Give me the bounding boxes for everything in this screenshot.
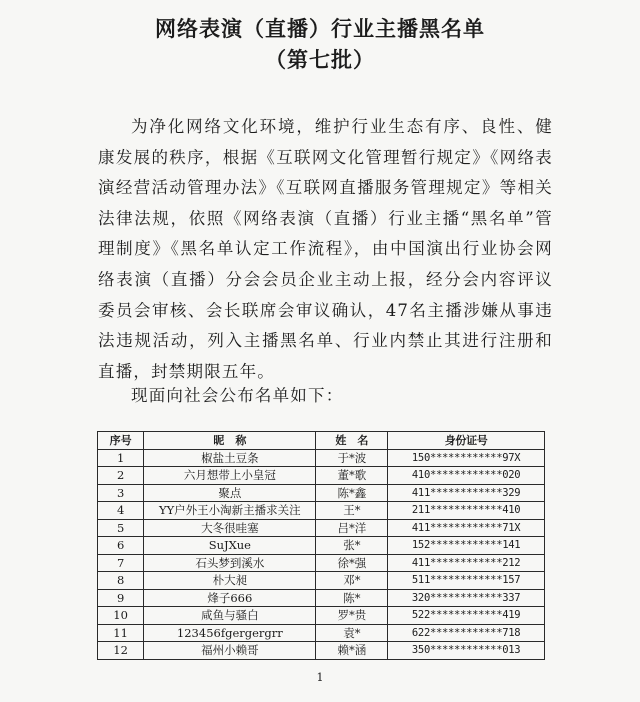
row-name: 罗*贵 [316,607,388,625]
row-id-number: 411************212 [388,554,545,572]
row-seq: 11 [98,624,144,642]
row-id-number: 622************718 [388,624,545,642]
row-seq: 2 [98,467,144,485]
row-id-number: 522************419 [388,607,545,625]
table-header-row [98,432,545,450]
page-number: 1 [316,671,324,684]
row-nickname: 朴大昶 [144,572,316,590]
row-name: 徐*强 [316,554,388,572]
row-name: 陈*鑫 [316,484,388,502]
table-row [98,554,545,572]
row-id-number: 411************329 [388,484,545,502]
header-name: 姓 名 [316,432,388,450]
header-id-number: 身份证号 [388,432,545,450]
row-seq: 8 [98,572,144,590]
row-name: 于*波 [316,449,388,467]
row-id-number: 511************157 [388,572,545,590]
row-nickname: 烽子666 [144,589,316,607]
row-id-number: 152************141 [388,537,545,555]
header-seq: 序号 [98,432,144,450]
row-name: 董*歌 [316,467,388,485]
table-body [98,449,545,659]
row-id-number: 320************337 [388,589,545,607]
row-nickname: YY户外王小淘新主播求关注 [144,502,316,520]
row-id-number: 411************71X [388,519,545,537]
row-name: 邓* [316,572,388,590]
table-row [98,519,545,537]
table-row [98,642,545,660]
table-row [98,572,545,590]
table-row [98,449,545,467]
row-name: 袁* [316,624,388,642]
row-id-number: 150************97X [388,449,545,467]
table-row [98,484,545,502]
table-row [98,624,545,642]
row-seq: 9 [98,589,144,607]
row-id-number: 350************013 [388,642,545,660]
row-name: 陈* [316,589,388,607]
row-nickname: 石头梦到溪水 [144,554,316,572]
table-row [98,589,545,607]
row-id-number: 211************410 [388,502,545,520]
intro-paragraph-text: 为净化网络文化环境，维护行业生态有序、良性、健康发展的秩序，根据《互联网文化管理暂行规定》《网络表演经营活动管理办法》《互联网直播服务管理规定》等相关法律法规，依照《网络表演（直播）行业主播“黑名单”管理制度》《黑名单认定工作流程》，由中国演出行业协会网络表演（直播）分会会员企业主动上报，经分会内容评议委员会审核、会长联席会审议确认，47名主播涉嫌从事违法违规活动，列入主播黑名单、行业内禁止其进行注册和直播，封禁期限五年。 [98,117,553,381]
intro-paragraph [98,112,553,387]
row-name: 王* [316,502,388,520]
blacklist-table [97,431,545,660]
row-nickname: 椒盐土豆条 [144,449,316,467]
header-nickname: 昵 称 [144,432,316,450]
row-seq: 1 [98,449,144,467]
row-nickname: 福州小赖哥 [144,642,316,660]
table-row [98,502,545,520]
row-id-number: 410************020 [388,467,545,485]
row-seq: 4 [98,502,144,520]
row-nickname: 123456fgergergrr [144,624,316,642]
row-seq: 5 [98,519,144,537]
row-seq: 6 [98,537,144,555]
row-nickname: 咸鱼与骚白 [144,607,316,625]
row-nickname: 大冬很哇塞 [144,519,316,537]
document-title: 网络表演（直播）行业主播黑名单 [155,17,485,41]
row-seq: 7 [98,554,144,572]
row-seq: 10 [98,607,144,625]
table-row [98,607,545,625]
row-nickname: SuJXue [144,537,316,555]
table-row [98,467,545,485]
row-name: 张* [316,537,388,555]
row-seq: 3 [98,484,144,502]
announcement-text: 现面向社会公布名单如下： [131,386,344,405]
row-seq: 12 [98,642,144,660]
row-nickname: 聚点 [144,484,316,502]
row-nickname: 六月想带上小皇冠 [144,467,316,485]
row-name: 赖*涵 [316,642,388,660]
table-row [98,537,545,555]
row-name: 吕*洋 [316,519,388,537]
document-subtitle: （第七批） [265,48,375,72]
